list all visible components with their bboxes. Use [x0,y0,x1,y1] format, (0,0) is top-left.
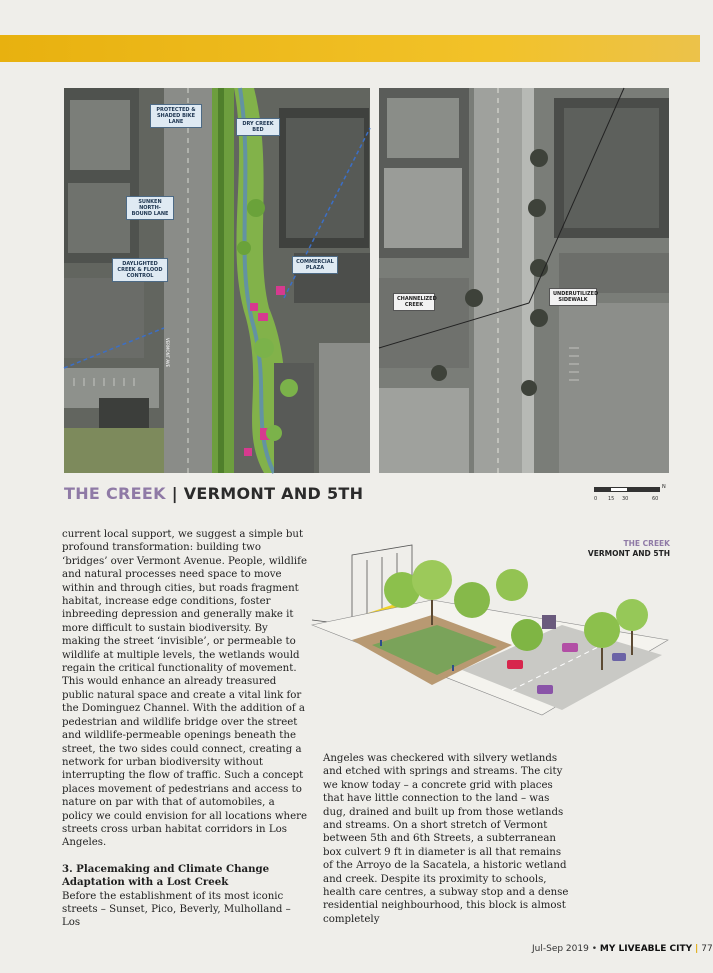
north-arrow: N [662,484,666,490]
footer-divider: | [695,944,699,954]
illustration-label-location: VERMONT AND 5TH [587,549,670,558]
illustration-drawing [312,545,668,745]
scale-tick: 30 [622,496,629,502]
magazine-name: MY LIVEABLE CITY [599,944,693,954]
article-column-1 [62,528,308,930]
footer-bullet: • [591,944,598,954]
scale-tick: 60 [652,496,659,502]
page-footer [532,944,713,954]
article-column-2 [323,752,571,926]
proposal-aerial-map [64,88,370,473]
issue-date: Jul-Sep 2019 [532,944,589,954]
scale-tick: 0 [594,496,598,502]
street-label: VERMONT AVE [165,338,170,368]
scale-bar-graphic [594,487,660,492]
accent-bar [0,35,700,62]
callout-sunken-lane: SUNKEN NORTH-BOUND LANE [126,196,174,220]
article-subheading: 3. Placemaking and Climate Change Adaptation with a Lost Creek [62,862,270,889]
callout-channelized-creek: CHANNELIZED CREEK [393,293,435,311]
street-section-illustration [312,545,668,745]
section-title-separator: | [171,484,178,503]
existing-aerial-map [379,88,669,473]
callout-commercial-plaza: COMMERCIAL PLAZA [292,256,338,274]
scale-bar [594,484,670,504]
existing-map-drawing [379,88,669,473]
callout-dry-creek-bed: DRY CREEK BED [236,118,280,136]
callout-daylighted-creek: DAYLIGHTED CREEK & FLOOD CONTROL [112,258,168,282]
article-paragraph: Angeles was checkered with silvery wetlands and etched with springs and streams. The city we know today – a concrete grid with places that have little connection to the land – was dug, drained and built up from those wetlands and streams. On a short stretch of Vermont between 5th and 6th Streets, a subterranean box culvert 9 ft in diameter is all that remains of the Arroyo de la Sacatela, a historic wetland and creek. Despite its proximity to schools, health care centres, a subway stop and a dense residential neighbourhood, this block is almost completely [323,753,569,925]
page-number: 77 [701,944,713,954]
article-paragraph: current local support, we suggest a simple but profound transformation: building two ‘bridges’ over Vermont Avenue. People, wildlife and natural processes need space to move within and through cities, but roads fragment habitat, increase edge conditions, foster inbreeding depression and generally make it more difficult to sustain biodiversity. By making the street ‘invisible’, or permeable to wildlife at multiple levels, the wetlands would regain the critical functionality of movement. This would enhance an already treasured public natural space and create a vital link for the Dominguez Channel. With the addition of a pedestrian and wildlife bridge over the street and wildlife-permeable openings beneath the street, the two sides could connect, creating a network for urban biodiversity without interrupting the flow of traffic. Such a concept places movement of pedestrians and access to nature on par with that of automobiles, a policy we could envision for all locations where streets cross urban habitat corridors in Los Angeles. [62,529,308,849]
article-paragraph: Before the establishment of its most iconic streets – Sunset, Pico, Beverly, Mulholland – Los [62,890,291,929]
section-title-location: VERMONT AND 5TH [183,484,364,503]
section-title-creek: THE CREEK [64,484,166,503]
illustration-label-creek: THE CREEK [623,539,670,548]
callout-bike-lane: PROTECTED & SHADED BIKE LANE [150,104,202,128]
scale-tick: 15 [608,496,615,502]
callout-underutilized-sidewalk: UNDERUTILIZED SIDEWALK [549,288,597,306]
proposal-map-drawing [64,88,370,473]
section-title [64,484,363,503]
